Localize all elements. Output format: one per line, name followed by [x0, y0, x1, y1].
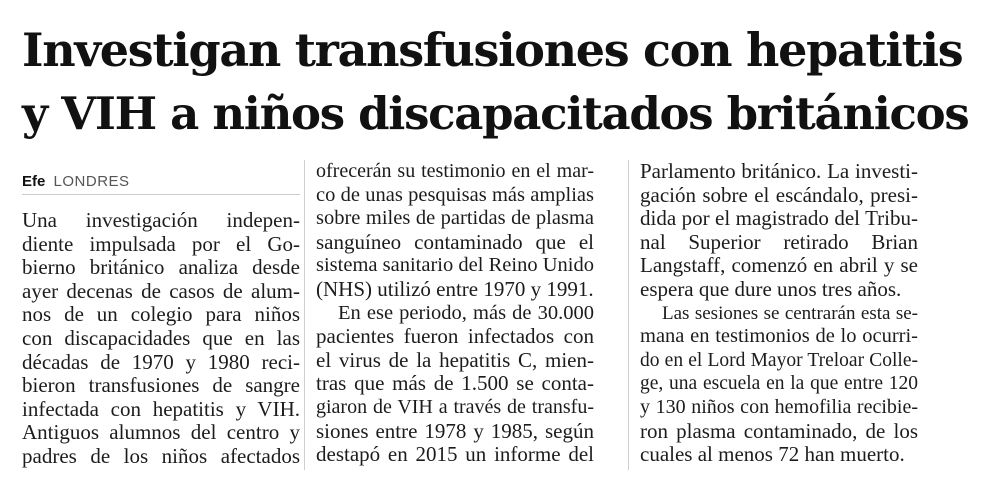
byline: [22, 170, 300, 195]
text-line: y 130 niños con hemofilia recibie-: [640, 395, 918, 418]
text-line: pacientes fueron infectados con: [316, 324, 594, 349]
text-line: destapó en 2015 un informe del: [316, 442, 594, 467]
article-column-1: [22, 209, 300, 469]
headline-line-1: Investigan transfusiones con hepatitis: [22, 23, 963, 77]
text-line: espera que dure unos tres años.: [640, 276, 902, 301]
byline-place: LONDRES: [53, 173, 130, 190]
column-divider: [304, 160, 305, 470]
text-line: bieron transfusiones de sangre: [22, 373, 300, 398]
text-line: sistema sanitario del Reino Unido: [316, 254, 594, 277]
text-line: gación sobre el escándalo, presi-: [640, 182, 918, 207]
text-line: dida por el magistrado del Tribu-: [640, 206, 918, 231]
text-line: con discapacidades que en las: [22, 325, 300, 350]
article-column-3: [640, 160, 918, 467]
text-line: Las sesiones se centrarán esta se-: [662, 302, 918, 324]
text-line: do en el Lord Mayor Treloar Colle-: [640, 349, 918, 371]
article-headline: [22, 18, 972, 146]
text-line: nal Superior retirado Brian: [640, 229, 918, 254]
text-line: infectada con hepatitis y VIH.: [22, 396, 300, 421]
text-line: sanguíneo contaminado que el: [316, 229, 594, 254]
text-line: décadas de 1970 y 1980 reci-: [22, 349, 300, 374]
text-line: padres de los niños afectados: [22, 443, 300, 468]
text-line: ofrecerán su testimonio en el mar-: [316, 160, 594, 182]
text-line: co de unas pesquisas más amplias: [316, 183, 594, 206]
text-line: Parlamento británico. La investi-: [640, 159, 918, 183]
text-line: giaron de VIH a través de transfu-: [316, 395, 594, 418]
text-line: Antiguos alumnos del centro y: [22, 420, 300, 445]
text-line: En ese periodo, más de 30.000: [338, 301, 594, 324]
column-divider: [628, 160, 629, 470]
text-line: Una investigación indepen-: [22, 208, 300, 232]
text-line: sobre miles de partidas de plasma: [316, 207, 594, 230]
headline-line-2: y VIH a niños discapacitados británicos: [22, 87, 969, 140]
text-line: (NHS) utilizó entre 1970 y 1991.: [316, 276, 594, 301]
text-line: siones entre 1978 y 1985, según: [316, 418, 594, 443]
byline-agency: Efe: [22, 173, 46, 190]
text-line: Langstaff, comenzó en abril y se: [640, 253, 918, 278]
text-line: bierno británico analiza desde: [22, 255, 300, 280]
text-line: ayer decenas de casos de alum-: [22, 278, 300, 303]
text-line: ge, una escuela en la que entre 120: [640, 373, 918, 395]
article-column-2: [316, 160, 594, 467]
text-line: tras que más de 1.500 se conta-: [316, 371, 594, 396]
text-line: diente impulsada por el Go-: [22, 231, 300, 256]
text-line: mana en testimonios de lo ocurri-: [640, 325, 918, 348]
text-line: ron plasma contaminado, de los: [640, 418, 918, 443]
text-line: cuales al menos 72 han muerto.: [640, 442, 905, 467]
text-line: el virus de la hepatitis C, mien-: [316, 347, 594, 372]
text-line: nos de un colegio para niños: [22, 302, 300, 327]
